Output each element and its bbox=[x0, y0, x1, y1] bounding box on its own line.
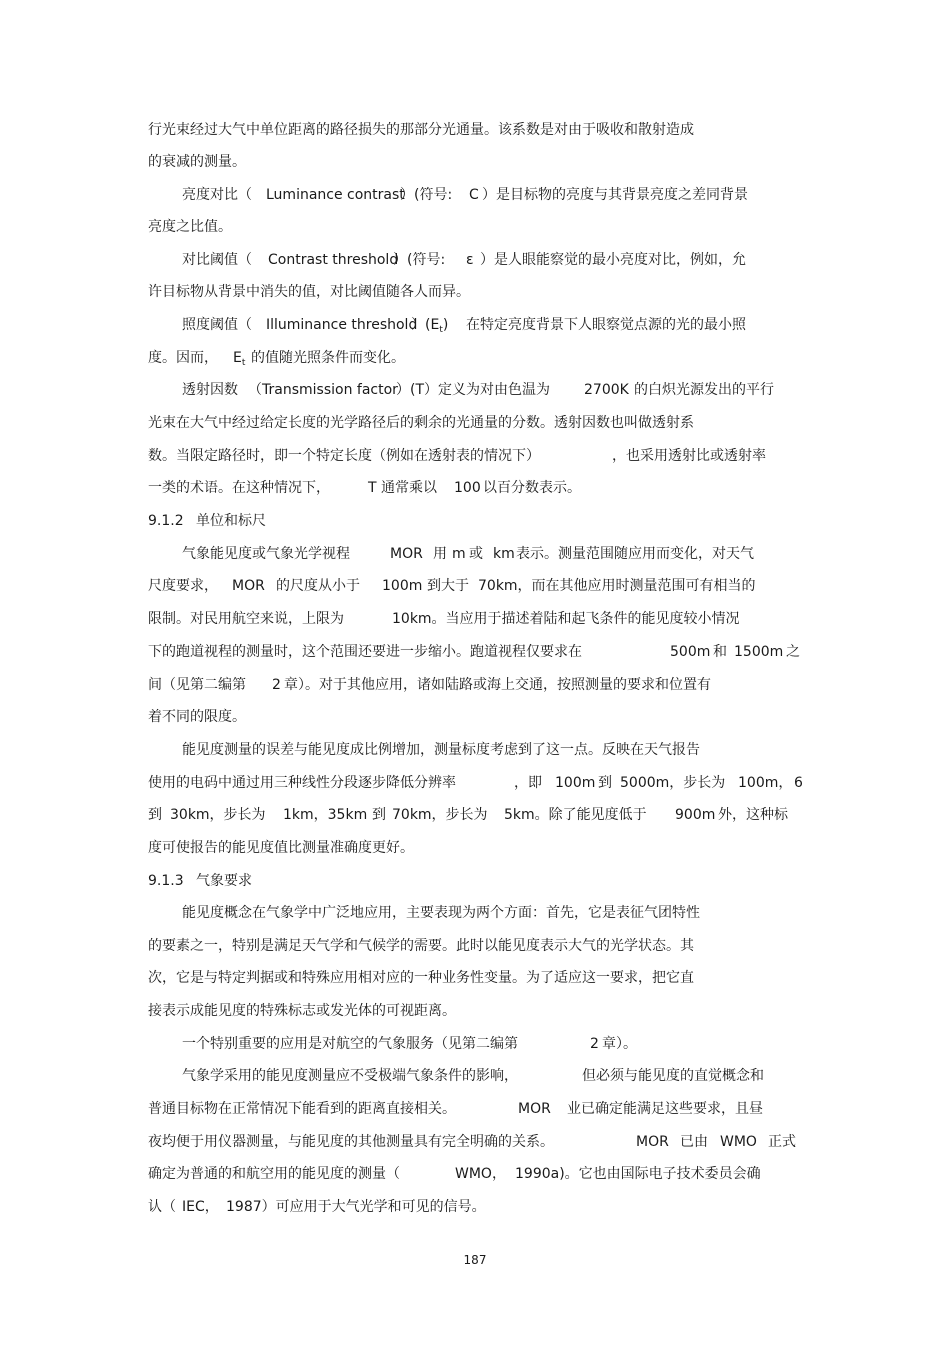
text-run: 30km，步长为 bbox=[170, 807, 266, 823]
text-run: 度可使报告的能见度值比测量准确度更好。 bbox=[148, 840, 414, 856]
text-run: 业已确定能满足这些要求，且昼 bbox=[567, 1101, 763, 1117]
abbr: MOR bbox=[518, 1101, 551, 1117]
text-run: 100m， bbox=[738, 775, 793, 791]
text-run: 限制。对民用航空来说，上限为 bbox=[148, 611, 344, 627]
text-run: 透射因数 bbox=[182, 382, 238, 398]
symbol: ）(E bbox=[411, 317, 440, 333]
abbr: IEC， bbox=[182, 1199, 219, 1215]
text-run: 70km，而在其他应用时测量范围可有相当的 bbox=[478, 578, 756, 594]
text-run: 气象学采用的能见度测量应不受极端气象条件的影响， bbox=[182, 1068, 518, 1084]
text-run: 一类的术语。在这种情况下， bbox=[148, 480, 330, 496]
unit: m bbox=[452, 546, 466, 562]
abbr: MOR bbox=[232, 578, 265, 594]
text-run: 但必须与能见度的直觉概念和 bbox=[582, 1068, 764, 1084]
text-run: 1987）可应用于大气光学和可见的信号。 bbox=[226, 1199, 486, 1215]
text-line bbox=[0, 378, 950, 402]
text-line bbox=[0, 771, 950, 795]
text-run: 表示。测量范围随应用而变化，对天气 bbox=[516, 546, 754, 562]
text-line bbox=[0, 542, 950, 566]
text-line bbox=[0, 313, 950, 337]
text-run: 用 bbox=[433, 546, 447, 562]
text-run: 到 bbox=[598, 775, 612, 791]
text-run: 的白炽光源发出的平行 bbox=[634, 382, 774, 398]
text-line bbox=[0, 738, 950, 762]
text-run: 确定为普通的和航空用的能见度的测量（ bbox=[148, 1166, 400, 1182]
text-run: 到大于 bbox=[427, 578, 469, 594]
text-run: 和 bbox=[713, 644, 727, 660]
section-heading bbox=[0, 509, 950, 533]
text-run: 度。因而， bbox=[148, 350, 218, 366]
text-run: 光束在大气中经过给定长度的光学路径后的剩余的光通量的分数。透射因数也叫做透射系 bbox=[148, 415, 694, 431]
abbr: MOR bbox=[636, 1134, 669, 1150]
symbol: E bbox=[233, 350, 242, 366]
text-run: ，也采用透射比或透射率 bbox=[612, 448, 766, 464]
text-run: 10km。当应用于描述着陆和起飞条件的能见度较小情况 bbox=[392, 611, 740, 627]
text-run: 次，它是与特定判据或和特殊应用相对应的一种业务性变量。为了适应这一要求，把它直 bbox=[148, 970, 694, 986]
text-run: 5km。除了能见度低于 bbox=[504, 807, 647, 823]
text-run: 的值随光照条件而变化。 bbox=[251, 350, 405, 366]
number: 2 bbox=[590, 1036, 599, 1052]
number: 900m bbox=[675, 807, 716, 823]
text-run: 的衰减的测量。 bbox=[148, 154, 246, 170]
text-run: 认（ bbox=[148, 1199, 176, 1215]
text-run: 正式 bbox=[768, 1134, 796, 1150]
number: 100 bbox=[454, 480, 481, 496]
text-run: 到 bbox=[148, 807, 162, 823]
text-line bbox=[0, 901, 950, 925]
section-title: 单位和标尺 bbox=[196, 513, 266, 529]
term-en: Illuminance threshold bbox=[266, 317, 418, 333]
text-run: ）是目标物的亮度与其背景亮度之差同背景 bbox=[482, 187, 748, 203]
text-run: 5000m，步长为 bbox=[620, 775, 726, 791]
text-run: 间（见第二编第 bbox=[148, 677, 246, 693]
symbol-subscript: t bbox=[439, 325, 443, 335]
text-run: 尺度要求， bbox=[148, 578, 218, 594]
text-run: 1990a)。它也由国际电子技术委员会确 bbox=[515, 1166, 761, 1182]
text-run: 之 bbox=[786, 644, 800, 660]
text-run: 一个特别重要的应用是对航空的气象服务（见第二编第 bbox=[182, 1036, 518, 1052]
text-line bbox=[0, 1032, 950, 1056]
text-run: 下的跑道视程的测量时，这个范围还要进一步缩小。跑道视程仅要求在 bbox=[148, 644, 582, 660]
text-line bbox=[0, 1195, 950, 1219]
text-line bbox=[0, 411, 950, 435]
text-line bbox=[0, 476, 950, 500]
text-line bbox=[0, 836, 950, 860]
text-line bbox=[0, 934, 950, 958]
page-number: 187 bbox=[463, 1253, 487, 1267]
text-line bbox=[0, 607, 950, 631]
text-run: ，即 bbox=[514, 775, 542, 791]
text-line bbox=[0, 183, 950, 207]
term-en: Contrast threshold bbox=[268, 252, 399, 268]
unit: km bbox=[493, 546, 515, 562]
text-run: 着不同的限度。 bbox=[148, 709, 246, 725]
text-run: 章）。对于其他应用，诸如陆路或海上交通，按照测量的要求和位置有 bbox=[284, 677, 711, 693]
text-run: 在特定亮度背景下人眼察觉点源的光的最小照 bbox=[466, 317, 746, 333]
text-line bbox=[0, 803, 950, 827]
text-line bbox=[0, 1097, 950, 1121]
text-run: 能见度概念在气象学中广泛地应用，主要表现为两个方面：首先，它是表征气团特性 bbox=[182, 905, 700, 921]
text-line bbox=[0, 215, 950, 239]
text-line bbox=[0, 248, 950, 272]
text-run: 已由 bbox=[680, 1134, 708, 1150]
text-run: ）(T）定义为对由色温为 bbox=[396, 382, 551, 398]
text-run: 数。当限定路径时，即一个特定长度（例如在透射表的情况下） bbox=[148, 448, 540, 464]
text-run: 1km，35km bbox=[283, 807, 368, 823]
text-run: 章）。 bbox=[602, 1036, 637, 1052]
abbr: WMO， bbox=[455, 1166, 506, 1182]
text-run: 通常乘以 bbox=[381, 480, 437, 496]
text-run: 亮度对比（ bbox=[182, 187, 252, 203]
number: 2700K bbox=[584, 382, 629, 398]
text-run: 照度阈值（ bbox=[182, 317, 252, 333]
abbr: MOR bbox=[390, 546, 423, 562]
text-run bbox=[411, 313, 448, 337]
text-line bbox=[0, 150, 950, 174]
text-run: ）是人眼能察觉的最小亮度对比，例如，允 bbox=[480, 252, 746, 268]
text-line bbox=[0, 1162, 950, 1186]
term-en: （Transmission factor bbox=[248, 382, 398, 398]
text-line bbox=[0, 280, 950, 304]
number: 100m bbox=[555, 775, 596, 791]
section-number: 9.1.2 bbox=[148, 513, 184, 529]
text-run: 接表示成能见度的特殊标志或发光体的可视距离。 bbox=[148, 1003, 456, 1019]
section-title: 气象要求 bbox=[196, 873, 252, 889]
section-number: 9.1.3 bbox=[148, 873, 184, 889]
section-heading bbox=[0, 869, 950, 893]
text-line bbox=[0, 574, 950, 598]
text-run bbox=[233, 346, 245, 370]
text-run: 行光束经过大气中单位距离的路径损失的那部分光通量。该系数是对由于吸收和散射造成 bbox=[148, 122, 694, 138]
number: 2 bbox=[272, 677, 281, 693]
text-line bbox=[0, 673, 950, 697]
text-run: 亮度之比值。 bbox=[148, 219, 232, 235]
text-run: 对比阈值（ bbox=[182, 252, 252, 268]
text-run: 普通目标物在正常情况下能看到的距离直接相关。 bbox=[148, 1101, 456, 1117]
text-run: 夜均便于用仪器测量，与能见度的其他测量具有完全明确的关系。 bbox=[148, 1134, 554, 1150]
text-run: 能见度测量的误差与能见度成比例增加，测量标度考虑到了这一点。反映在天气报告 bbox=[182, 742, 700, 758]
text-line bbox=[0, 705, 950, 729]
symbol: C bbox=[469, 187, 479, 203]
text-run: ）(符号: bbox=[393, 252, 446, 268]
text-run: 或 bbox=[469, 546, 483, 562]
text-line bbox=[0, 118, 950, 142]
text-run: 到 bbox=[372, 807, 386, 823]
text-run: 外，这种标 bbox=[718, 807, 788, 823]
text-line bbox=[0, 966, 950, 990]
number: 100m bbox=[382, 578, 423, 594]
text-run: 气象能见度或气象光学视程 bbox=[182, 546, 350, 562]
symbol: ε bbox=[466, 252, 474, 268]
text-line bbox=[0, 1064, 950, 1088]
text-line bbox=[0, 999, 950, 1023]
text-run: 的尺度从小于 bbox=[276, 578, 360, 594]
number: 500m bbox=[670, 644, 711, 660]
number: 6 bbox=[794, 775, 803, 791]
symbol-subscript: t bbox=[241, 358, 246, 368]
term-en: Luminance contrast bbox=[266, 187, 405, 203]
abbr: WMO bbox=[720, 1134, 757, 1150]
text-line bbox=[0, 346, 950, 370]
text-run: 的要素之一，特别是满足天气学和气候学的需要。此时以能见度表示大气的光学状态。其 bbox=[148, 938, 694, 954]
text-run: 70km，步长为 bbox=[392, 807, 488, 823]
text-line bbox=[0, 640, 950, 664]
text-run: ) bbox=[442, 317, 449, 333]
text-line bbox=[0, 1130, 950, 1154]
number: 1500m bbox=[734, 644, 784, 660]
text-run: 以百分数表示。 bbox=[483, 480, 581, 496]
text-run: 许目标物从背景中消失的值，对比阈值随各人而异。 bbox=[148, 284, 470, 300]
text-line bbox=[0, 444, 950, 468]
symbol: T bbox=[368, 480, 377, 496]
text-run: 使用的电码中通过用三种线性分段逐步降低分辨率 bbox=[148, 775, 456, 791]
text-run: ）(符号: bbox=[400, 187, 453, 203]
